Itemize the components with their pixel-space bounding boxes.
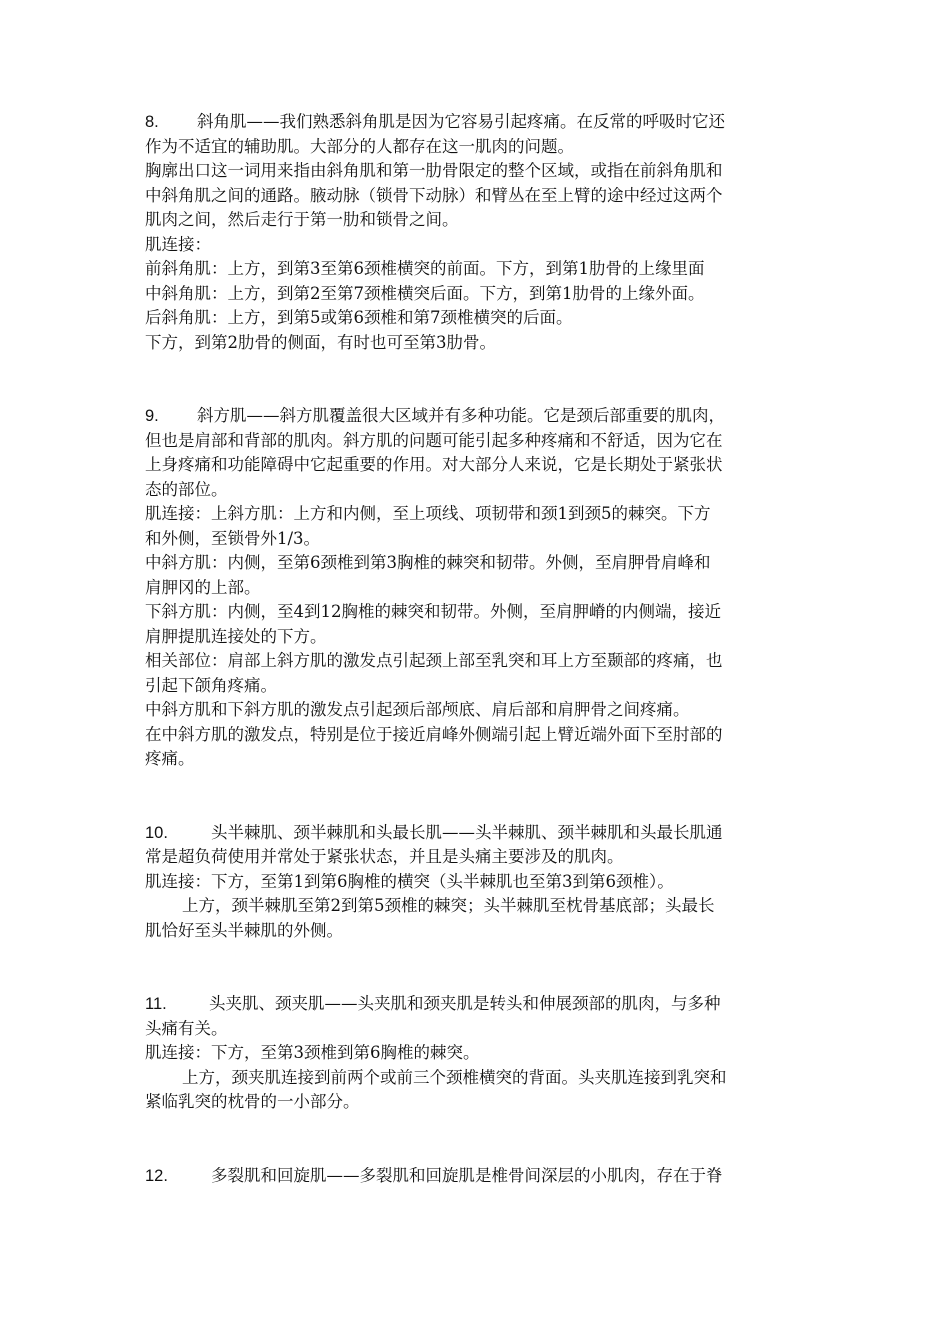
section-text-line: 前斜角肌：上方，到第3至第6颈椎横突的前面。下方，到第1肋骨的上缘里面	[145, 259, 705, 278]
section-text-line: 多裂肌和回旋肌——多裂肌和回旋肌是椎骨间深层的小肌肉，存在于脊	[211, 1165, 723, 1185]
section-text-line: 上身疼痛和功能障碍中它起重要的作用。对大部分人来说，它是长期处于紧张状	[145, 455, 723, 474]
section-11	[145, 992, 810, 1115]
section-number: 11.	[145, 995, 167, 1013]
section-text-line: 斜角肌——我们熟悉斜角肌是因为它容易引起疼痛。在反常的呼吸时它还	[197, 112, 725, 131]
section-text-line: 胸廓出口这一词用来指由斜角肌和第一肋骨限定的整个区域，或指在前斜角肌和	[145, 161, 723, 180]
section-text-line: 中斜方肌：内侧，至第6颈椎到第3胸椎的棘突和韧带。外侧，至肩胛骨肩峰和	[145, 553, 711, 572]
section-12	[145, 1164, 810, 1189]
section-heading-line	[145, 821, 810, 846]
section-text-line: 疼痛。	[145, 749, 195, 768]
section-number: 9.	[145, 407, 159, 425]
section-text-line: 和外侧，至锁骨外1/3。	[145, 528, 321, 548]
section-heading-line	[145, 110, 810, 135]
section-text-line: 作为不适宜的辅助肌。大部分的人都存在这一肌肉的问题。	[145, 136, 574, 156]
section-text-line: 下方，到第2肋骨的侧面，有时也可至第3肋骨。	[145, 332, 496, 352]
section-text-line: 中斜角肌之间的通路。腋动脉（锁骨下动脉）和臂丛在至上臂的途中经过这两个	[145, 185, 723, 205]
section-number: 10.	[145, 823, 168, 842]
section-heading-line	[145, 404, 810, 429]
section-text-line: 肌恰好至头半棘肌的外侧。	[145, 920, 343, 940]
section-text-line: 肩胛提肌连接处的下方。	[145, 626, 327, 646]
section-text-line: 斜方肌——斜方肌覆盖很大区域并有多种功能。它是颈后部重要的肌肉，	[197, 406, 725, 425]
section-text-line: 相关部位：肩部上斜方肌的激发点引起颈上部至乳突和耳上方至颞部的疼痛，也	[145, 651, 723, 670]
section-text-line: 在中斜方肌的激发点，特别是位于接近肩峰外侧端引起上臂近端外面下至肘部的	[145, 724, 723, 744]
section-number: 8.	[145, 113, 159, 131]
section-text-line: 但也是肩部和背部的肌肉。斜方肌的问题可能引起多种疼痛和不舒适，因为它在	[145, 430, 723, 450]
section-text-line: 后斜角肌：上方，到第5或第6颈椎和第7颈椎横突的后面。	[145, 308, 573, 327]
section-text-line: 头痛有关。	[145, 1018, 228, 1038]
section-text-line: 头半棘肌、颈半棘肌和头最长肌——头半棘肌、颈半棘肌和头最长肌通	[211, 822, 723, 842]
section-text-line: 引起下颌角疼痛。	[145, 675, 277, 695]
section-9	[145, 404, 810, 772]
section-text-line: 肩胛冈的上部。	[145, 577, 261, 597]
section-text-line: 中斜角肌：上方，到第2至第7颈椎横突后面。下方，到第1肋骨的上缘外面。	[145, 283, 705, 303]
section-text-line: 态的部位。	[145, 479, 228, 499]
section-10	[145, 821, 810, 944]
section-number: 12.	[145, 1166, 168, 1185]
section-text-line: 肌连接：	[145, 234, 211, 254]
section-text-line: 肌肉之间，然后走行于第一肋和锁骨之间。	[145, 210, 459, 229]
section-text-line: 头夹肌、颈夹肌——头夹肌和颈夹肌是转头和伸展颈部的肌肉，与多种	[209, 994, 721, 1013]
section-text-line: 肌连接：下方，至第1到第6胸椎的横突（头半棘肌也至第3到第6颈椎）。	[145, 871, 674, 891]
section-text-line: 下斜方肌：内侧，至4到12胸椎的棘突和韧带。外侧，至肩胛嵴的内侧端，接近	[145, 602, 721, 621]
section-text-line: 中斜方肌和下斜方肌的激发点引起颈后部颅底、肩后部和肩胛骨之间疼痛。	[145, 700, 690, 719]
section-text-line: 常是超负荷使用并常处于紧张状态，并且是头痛主要涉及的肌肉。	[145, 847, 624, 866]
section-text-line: 肌连接：下方，至第3颈椎到第6胸椎的棘突。	[145, 1043, 480, 1062]
section-heading-line	[145, 1164, 810, 1189]
section-text-line: 紧临乳突的枕骨的一小部分。	[145, 1092, 360, 1111]
section-text-line: 肌连接：上斜方肌：上方和内侧，至上项线、项韧带和颈1到颈5的棘突。下方	[145, 504, 711, 523]
section-text-line: 上方，颈夹肌连接到前两个或前三个颈椎横突的背面。头夹肌连接到乳突和	[182, 1067, 727, 1087]
document-page	[145, 110, 810, 1188]
section-heading-line	[145, 992, 810, 1017]
section-text-line: 上方，颈半棘肌至第2到第5颈椎的棘突；头半棘肌至枕骨基底部；头最长	[182, 896, 715, 915]
section-8	[145, 110, 810, 355]
